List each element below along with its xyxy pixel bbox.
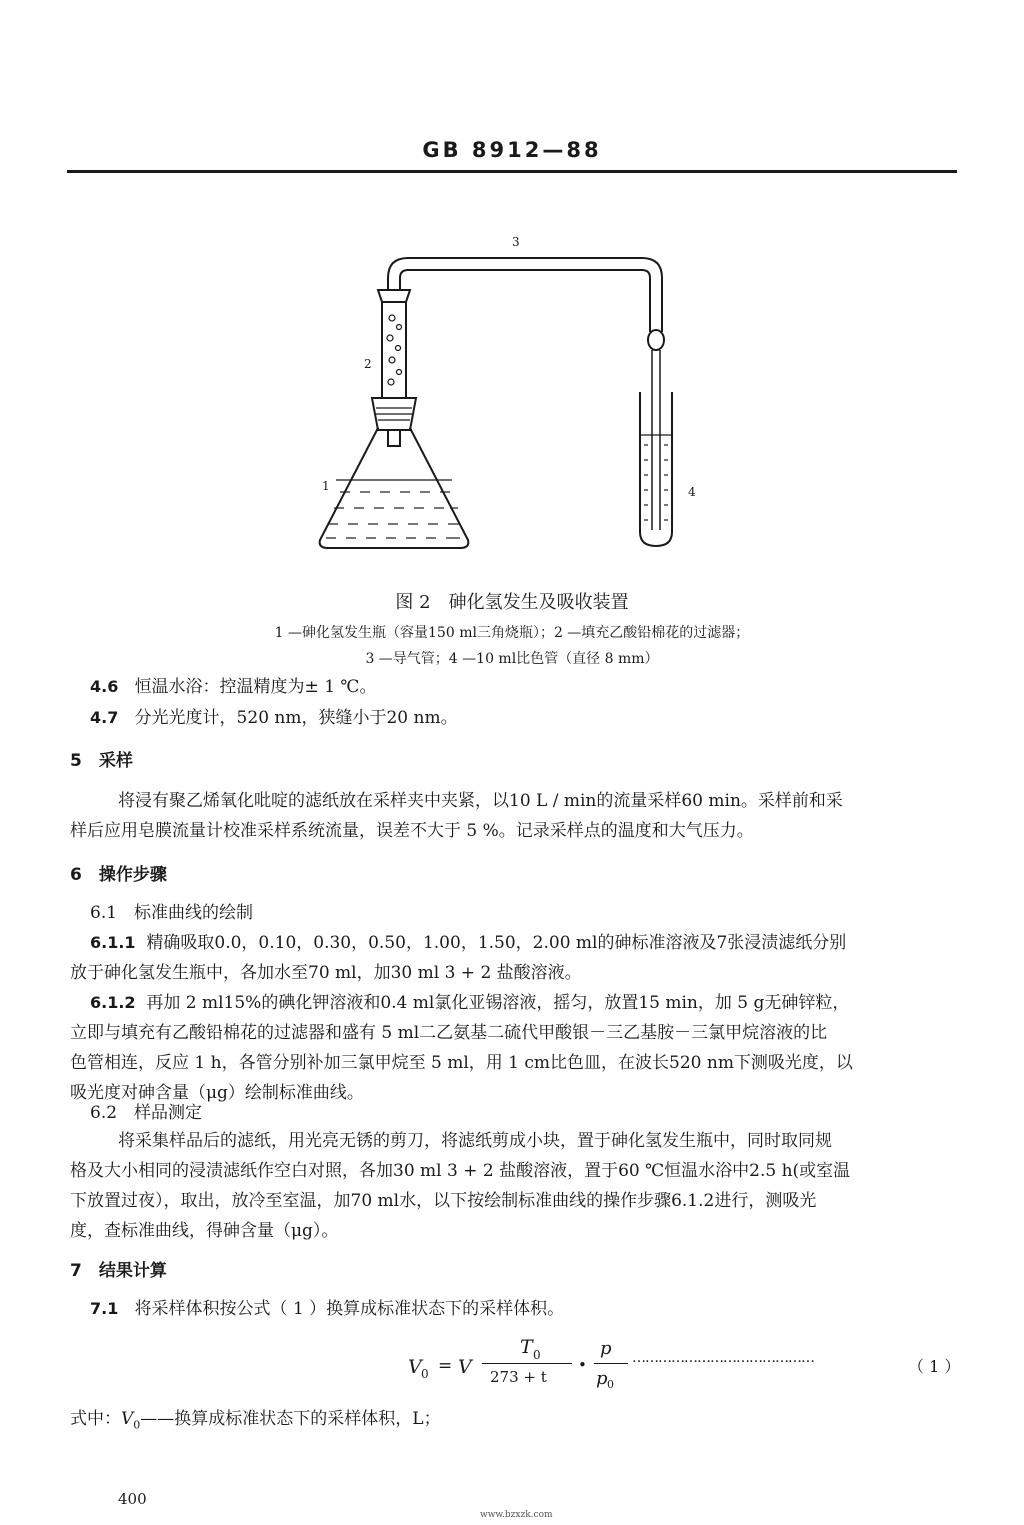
figure-caption: 图 2 砷化氢发生及吸收装置: [395, 592, 629, 613]
clause-number: 7.1: [90, 1299, 119, 1318]
formula-number: （ 1 ）: [908, 1357, 961, 1376]
section-5-heading: 5 采样: [70, 751, 133, 771]
figure-legend-line-1: 1 —砷化氢发生瓶（容量150 ml三角烧瓶）；2 —填充乙酸铅棉花的过滤器；: [274, 625, 750, 641]
subsection-6-2: 6.2 样品测定: [90, 1103, 203, 1123]
section-5-line-1: 将浸有聚乙烯氧化吡啶的滤纸放在采样夹中夹紧，以10 L / min的流量采样60 min。采样前和采: [118, 791, 843, 811]
section-6-heading: 6 操作步骤: [70, 865, 167, 885]
where-text: ——换算成标准状态下的采样体积，L；: [140, 1409, 441, 1429]
clause-number: 6.1.1: [90, 933, 136, 952]
apparatus-figure: [300, 230, 720, 560]
label-3: 3: [512, 235, 520, 249]
label-4: 4: [688, 485, 696, 499]
formula-lhs: V: [408, 1356, 422, 1378]
clause-text: 将采样体积按公式（ 1 ）换算成标准状态下的采样体积。: [134, 1299, 565, 1319]
section-7-heading: 7 结果计算: [70, 1261, 167, 1281]
clause-6-1-1: [90, 928, 846, 958]
subsection-6-2-line-1: 将采集样品后的滤纸，用光亮无锈的剪刀，将滤纸剪成小块，置于砷化氢发生瓶中，同时取同规: [118, 1131, 832, 1151]
formula-numerator-2: p: [600, 1338, 612, 1359]
formula-leader: ……………………………………: [632, 1350, 814, 1366]
item-4-6: [90, 672, 376, 702]
clause-6-1-2-line-4: 吸光度对砷含量（μg）绘制标准曲线。: [70, 1083, 364, 1103]
item-number: 4.7: [90, 708, 119, 727]
label-1: 1: [322, 479, 330, 493]
figure-legend-line-2: 3 —导气管；4 —10 ml比色管（直径 8 mm）: [365, 651, 659, 667]
item-text: 恒温水浴：控温精度为± 1 ℃。: [134, 677, 377, 697]
item-4-7: [90, 703, 458, 733]
where-clause: [70, 1404, 441, 1440]
header-rule: [67, 170, 957, 173]
clause-text: 精确吸取0.0，0.10，0.30，0.50，1.00，1.50，2.00 ml的砷标准溶液及7张浸渍滤纸分别: [146, 933, 847, 953]
where-variable-sub: 0: [133, 1418, 141, 1432]
subsection-6-2-line-3: 下放置过夜），取出，放冷至室温，加70 ml水，以下按绘制标准曲线的操作步骤6.1.2进行，测吸光: [70, 1191, 817, 1211]
label-2: 2: [364, 357, 372, 371]
watermark: www.bzxzk.com: [480, 1510, 553, 1520]
formula-denominator-2: p: [596, 1368, 608, 1389]
section-5-line-2: 样后应用皂膜流量计校准采样系统流量，误差不大于 5 %。记录采样点的温度和大气压力。: [70, 821, 754, 841]
formula-equals: =: [438, 1356, 453, 1376]
clause-7-1: [90, 1294, 564, 1324]
subsection-6-2-line-2: 格及大小相同的浸渍滤纸作空白对照，各加30 ml 3 + 2 盐酸溶液，置于60 ℃恒温水浴中2.5 h(或室温: [70, 1161, 851, 1181]
formula-numerator: T: [520, 1336, 533, 1358]
document-header: GB 8912—88: [422, 138, 602, 162]
subsection-6-2-line-4: 度，查标准曲线，得砷含量（μg）。: [70, 1221, 339, 1241]
item-text: 分光光度计，520 nm，狭缝小于20 nm。: [134, 708, 458, 728]
clause-number: 6.1.2: [90, 993, 136, 1012]
formula-dot: •: [578, 1356, 587, 1374]
clause-6-1-2-line-2: 立即与填充有乙酸铅棉花的过滤器和盛有 5 ml二乙氨基二硫代甲酸银－三乙基胺－三氯甲烷溶液的比: [70, 1023, 828, 1043]
where-prefix: 式中：: [70, 1409, 121, 1429]
where-variable: V: [121, 1409, 134, 1429]
clause-6-1-2: [90, 988, 849, 1018]
clause-6-1-1-line-2: 放于砷化氢发生瓶中，各加水至70 ml，加30 ml 3 + 2 盐酸溶液。: [70, 963, 582, 983]
clause-text: 再加 2 ml15%的碘化钾溶液和0.4 ml氯化亚锡溶液，摇匀，放置15 min，加 5 g无砷锌粒，: [146, 993, 850, 1013]
formula-1: [408, 1336, 968, 1396]
fraction-bar: [482, 1363, 572, 1364]
colorimetric-tube: [640, 392, 672, 546]
page-number: 400: [118, 1490, 147, 1508]
item-number: 4.6: [90, 677, 119, 696]
formula-denominator: 273 + t: [490, 1368, 547, 1386]
formula-denominator-2-sub: 0: [607, 1378, 614, 1391]
clause-6-1-2-line-3: 色管相连，反应 1 h，各管分别补加三氯甲烷至 5 ml，用 1 cm比色皿，在波长520 nm下测吸光度，以: [70, 1053, 853, 1073]
subsection-6-1: 6.1 标准曲线的绘制: [90, 903, 254, 923]
formula-numerator-sub: 0: [533, 1348, 541, 1362]
formula-lhs-sub: 0: [421, 1367, 429, 1381]
formula-v: V: [458, 1356, 472, 1378]
fraction-bar-2: [594, 1363, 628, 1364]
